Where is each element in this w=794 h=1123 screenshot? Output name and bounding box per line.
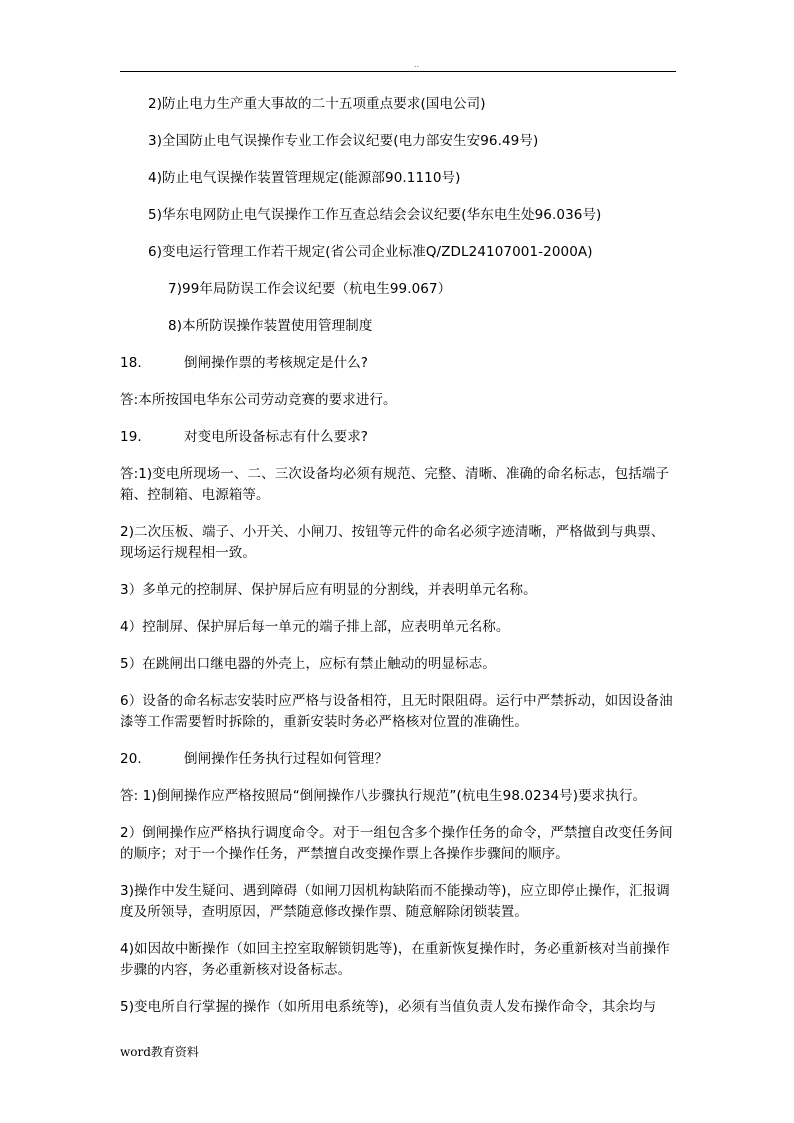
answer-paragraph: 答: 1)倒闸操作应严格按照局“倒闸操作八步骤执行规范”(杭电生98.0234号)要求执行。 bbox=[120, 788, 647, 804]
reference-item: 4)防止电气误操作装置管理规定(能源部90.1110号) bbox=[148, 170, 461, 186]
answer-paragraph: 3）多单元的控制屏、保护屏后应有明显的分割线，并表明单元名称。 bbox=[120, 582, 537, 598]
answer-paragraph: 2)二次压板、端子、小开关、小闸刀、按钮等元件的命名必须字迹清晰，严格做到与典票、现场运行规程相一致。 bbox=[120, 524, 665, 561]
answer-paragraph: 答:本所按国电华东公司劳动竞赛的要求进行。 bbox=[120, 392, 397, 408]
question-20 bbox=[120, 749, 676, 770]
answer-paragraph: 4)如因故中断操作（如回主控室取解锁钥匙等)，在重新恢复操作时，务必重新核对当前操作步骤的内容，务必重新核对设备标志。 bbox=[120, 941, 670, 978]
reference-item: 8)本所防误操作装置使用管理制度 bbox=[168, 318, 373, 334]
answer-paragraph: 5）在跳闸出口继电器的外壳上，应标有禁止触动的明显标志。 bbox=[120, 656, 496, 672]
question-title: 倒闸操作票的考核规定是什么? bbox=[184, 355, 369, 371]
answer-paragraph: 3)操作中发生疑问、遇到障碍（如闸刀因机构缺陷而不能操动等)，应立即停止操作，汇报调度及所领导，查明原因，严禁随意修改操作票、随意解除闭锁装置。 bbox=[120, 883, 670, 920]
answer-paragraph: 4）控制屏、保护屏后每一单元的端子排上部，应表明单元名称。 bbox=[120, 619, 510, 635]
header-mark: .. bbox=[414, 60, 420, 69]
header-rule bbox=[120, 71, 676, 72]
answer-paragraph: 2）倒闸操作应严格执行调度命令。对于一组包含多个操作任务的命令，严禁擅自改变任务间的顺序；对于一个操作任务，严禁擅自改变操作票上各操作步骤间的顺序。 bbox=[120, 825, 673, 862]
reference-item: 6)变电运行管理工作若干规定(省公司企业标准Q/ZDL24107001-2000A) bbox=[148, 244, 593, 260]
question-18 bbox=[120, 353, 676, 374]
reference-item: 3)全国防止电气误操作专业工作会议纪要(电力部安生安96.49号) bbox=[148, 133, 539, 149]
question-number: 20. bbox=[120, 751, 142, 767]
question-title: 对变电所设备标志有什么要求? bbox=[184, 429, 369, 445]
question-number: 18. bbox=[120, 355, 142, 371]
question-19 bbox=[120, 427, 676, 448]
question-number: 19. bbox=[120, 429, 142, 445]
answer-paragraph: 5)变电所自行掌握的操作（如所用电系统等)，必须有当值负责人发布操作命令，其余均与 bbox=[120, 999, 657, 1015]
footer-text: word教育资料 bbox=[120, 1045, 199, 1059]
reference-item: 2)防止电力生产重大事故的二十五项重点要求(国电公司) bbox=[148, 96, 486, 112]
question-title: 倒闸操作任务执行过程如何管理？ bbox=[184, 751, 388, 767]
reference-item: 7)99年局防误工作会议纪要（杭电生99.067） bbox=[168, 281, 452, 297]
answer-paragraph: 6）设备的命名标志安装时应严格与设备相符，且无时限阻碍。运行中严禁拆动，如因设备油漆等工作需要暂时拆除的，重新安装时务必严格核对位置的准确性。 bbox=[120, 693, 673, 730]
reference-item: 5)华东电网防止电气误操作工作互查总结会会议纪要(华东电生处96.036号) bbox=[148, 207, 602, 223]
answer-paragraph: 答:1)变电所现场一、二、三次设备均必须有规范、完整、清晰、准确的命名标志，包括端子箱、控制箱、电源箱等。 bbox=[120, 466, 670, 503]
page-body bbox=[120, 94, 676, 1034]
